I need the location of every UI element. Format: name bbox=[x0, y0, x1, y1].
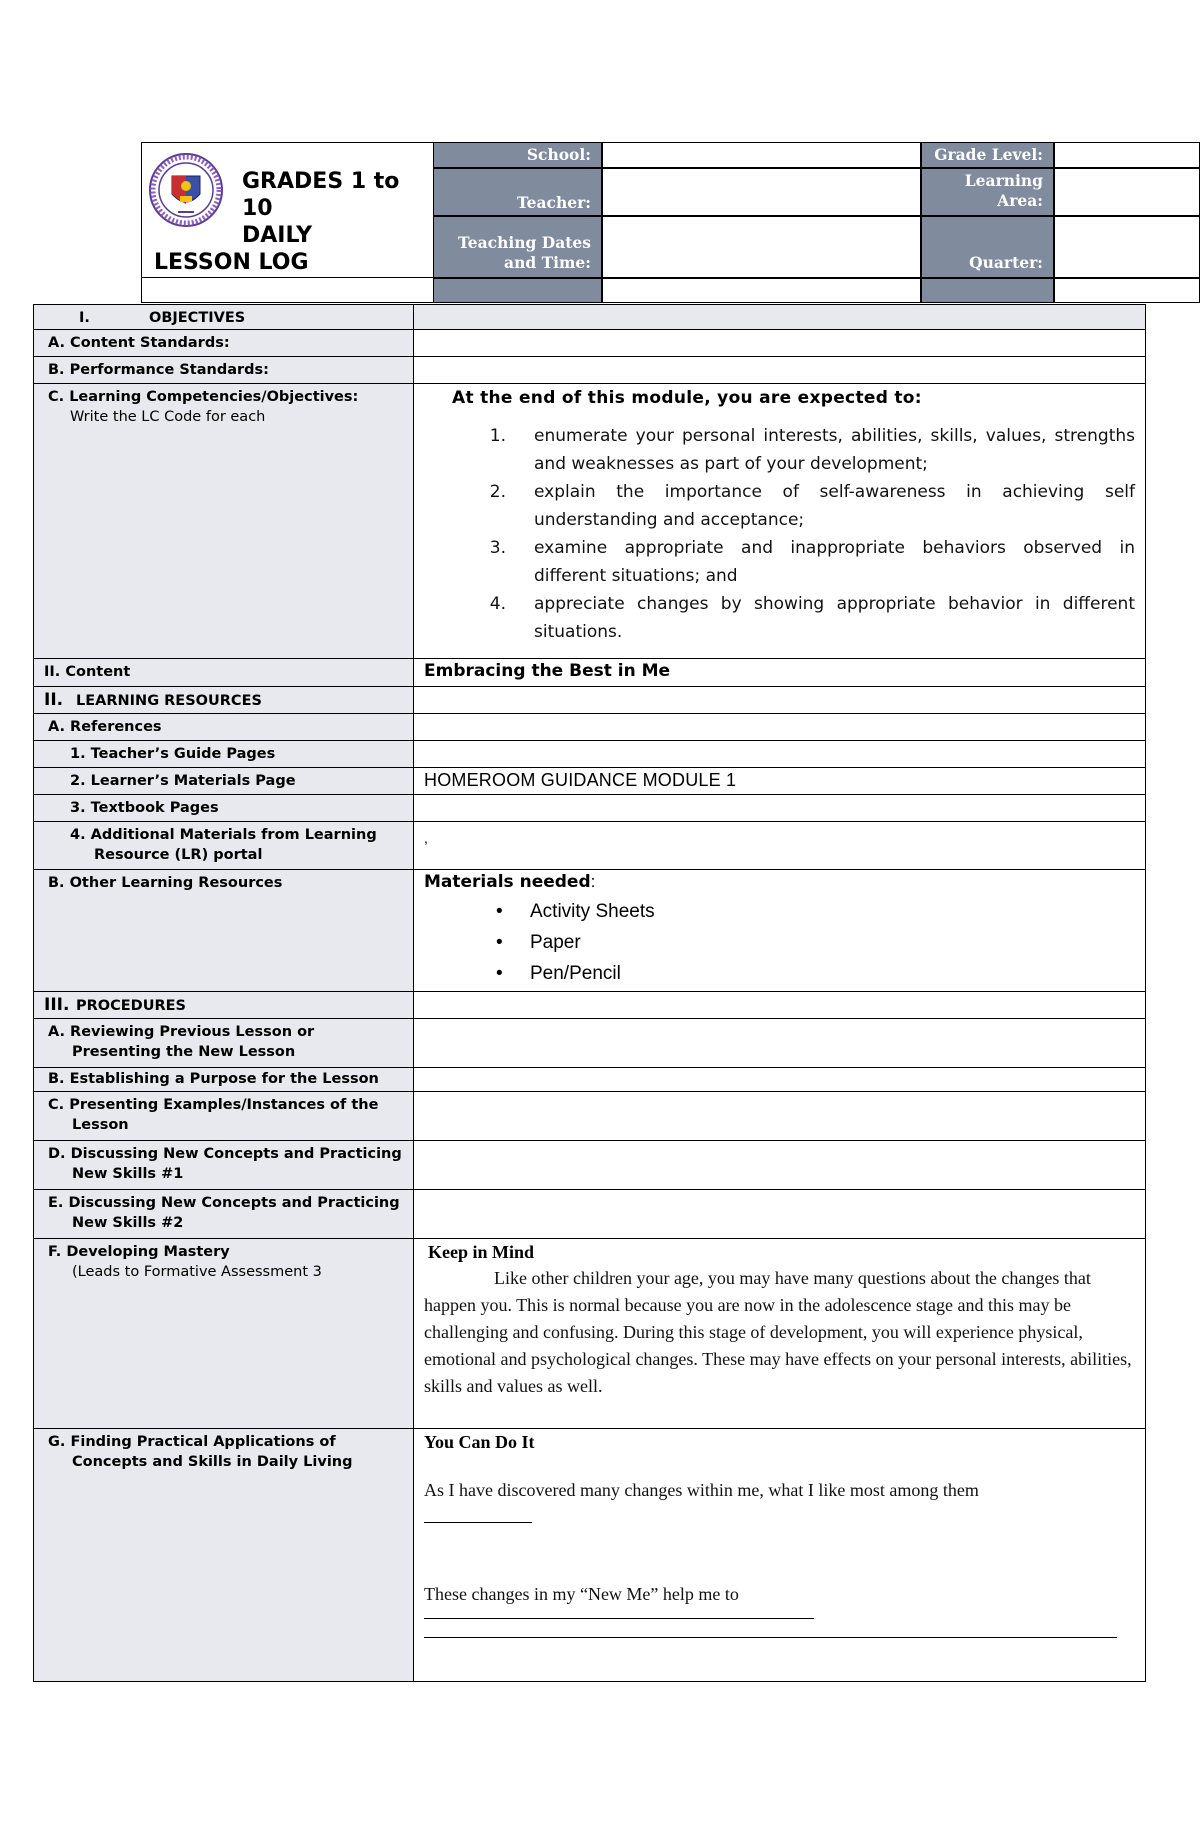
learning-area-field[interactable] bbox=[1054, 168, 1200, 216]
objective-number: 1. bbox=[489, 426, 506, 446]
keep-in-mind-content bbox=[414, 1239, 1145, 1428]
lesson-log-table bbox=[33, 304, 1146, 1682]
learners-materials-cell bbox=[34, 768, 414, 794]
table-row bbox=[33, 330, 1146, 357]
table-row bbox=[33, 822, 1146, 870]
learners-materials-field[interactable] bbox=[414, 768, 1145, 794]
materials-colon: : bbox=[590, 872, 596, 891]
list-item bbox=[424, 478, 1135, 534]
header-spacer-label bbox=[433, 278, 602, 303]
proc-c-cell bbox=[34, 1092, 414, 1140]
competencies-note: Write the LC Code for each bbox=[70, 409, 266, 425]
header-spacer-field bbox=[602, 278, 921, 303]
learning-resources-number: II. bbox=[44, 690, 64, 710]
table-row bbox=[33, 304, 1146, 330]
proc-g-cell bbox=[34, 1429, 414, 1681]
header-logo-cell bbox=[141, 142, 433, 278]
list-item bbox=[424, 958, 1135, 989]
learning-resources-heading bbox=[34, 687, 414, 713]
table-row bbox=[33, 357, 1146, 384]
references-label: A. References bbox=[34, 714, 414, 740]
title-line-2: DAILY bbox=[242, 223, 312, 248]
table-row bbox=[33, 687, 1146, 714]
answer-blank-3[interactable] bbox=[424, 1619, 1117, 1638]
table-row bbox=[33, 1190, 1146, 1239]
proc-g-label-2: Concepts and Skills in Daily Living bbox=[72, 1454, 353, 1470]
quarter-label: Quarter: bbox=[921, 216, 1054, 278]
keep-in-mind-body: Like other children your age, you may have many questions about the changes that happen you. This is normal because you are now in the adolescence stage and this may be challenging and confusing. During this stage of development, you will experience physical, emotional and psychological changes. These may have effects on your personal interests, abilities, skills and values as well. bbox=[424, 1268, 1132, 1396]
objective-number: 2. bbox=[489, 482, 506, 502]
teaching-dates-field[interactable] bbox=[602, 216, 921, 278]
lesson-log-header bbox=[141, 142, 1200, 303]
procedures-heading bbox=[34, 992, 414, 1018]
table-row bbox=[33, 870, 1146, 992]
proc-c-field[interactable] bbox=[414, 1092, 1145, 1140]
learning-area-label: Learning Area: bbox=[921, 168, 1054, 216]
objectives-intro: At the end of this module, you are expected to: bbox=[452, 388, 922, 408]
proc-a-label-2: Presenting the New Lesson bbox=[72, 1044, 296, 1060]
header-spacer-field-2 bbox=[1054, 278, 1200, 303]
additional-materials-label-2: Resource (LR) portal bbox=[94, 847, 263, 863]
table-row bbox=[33, 1239, 1146, 1429]
materials-list bbox=[424, 896, 1135, 989]
grade-level-field[interactable] bbox=[1054, 142, 1200, 168]
performance-standards-label: B. Performance Standards: bbox=[34, 357, 414, 383]
title-line-3: LESSON LOG bbox=[154, 250, 309, 275]
table-row bbox=[33, 1141, 1146, 1190]
proc-c-label-2: Lesson bbox=[72, 1117, 129, 1133]
procedures-value bbox=[414, 992, 1145, 1018]
table-row bbox=[33, 1068, 1146, 1092]
proc-e-cell bbox=[34, 1190, 414, 1238]
objective-text: enumerate your personal interests, abilities, skills, values, strengths and weaknesses as part of your development; bbox=[534, 426, 1135, 474]
teachers-guide-label: 1. Teacher’s Guide Pages bbox=[70, 746, 276, 762]
title-line-1: GRADES 1 to 10 bbox=[242, 169, 400, 221]
proc-e-label: E. Discussing New Concepts and Practicing bbox=[48, 1195, 400, 1211]
references-value bbox=[414, 714, 1145, 740]
proc-e-field[interactable] bbox=[414, 1190, 1145, 1238]
quarter-field[interactable] bbox=[1054, 216, 1200, 278]
table-row bbox=[33, 992, 1146, 1019]
content-title-text: Embracing the Best in Me bbox=[424, 661, 671, 681]
textbook-field[interactable] bbox=[414, 795, 1145, 821]
proc-d-label: D. Discussing New Concepts and Practicing bbox=[48, 1146, 402, 1162]
content-standards-field[interactable] bbox=[414, 330, 1145, 356]
objectives-list bbox=[424, 422, 1135, 646]
you-can-do-it-title: You Can Do It bbox=[424, 1432, 535, 1452]
teacher-label: Teacher: bbox=[433, 168, 602, 216]
additional-materials-field[interactable] bbox=[414, 822, 1145, 869]
list-item bbox=[424, 590, 1135, 646]
objective-text: appreciate changes by showing appropriate behavior in different situations. bbox=[534, 594, 1135, 642]
objectives-number: I. bbox=[79, 310, 90, 326]
materials-heading bbox=[424, 872, 1135, 892]
procedures-label: PROCEDURES bbox=[76, 998, 186, 1014]
textbook-cell bbox=[34, 795, 414, 821]
bullet-icon: • bbox=[496, 901, 503, 922]
table-row bbox=[33, 659, 1146, 687]
proc-d-cell bbox=[34, 1141, 414, 1189]
proc-d-label-2: New Skills #1 bbox=[72, 1166, 184, 1182]
proc-f-label-2: (Leads to Formative Assessment 3 bbox=[72, 1264, 322, 1280]
content-label: II. Content bbox=[34, 659, 414, 686]
proc-a-cell bbox=[34, 1019, 414, 1067]
table-row bbox=[33, 795, 1146, 822]
material-item: Pen/Pencil bbox=[530, 963, 621, 984]
objectives-content bbox=[414, 384, 1145, 658]
table-row bbox=[33, 1429, 1146, 1682]
proc-a-label: A. Reviewing Previous Lesson or bbox=[48, 1024, 315, 1040]
content-title bbox=[414, 659, 1145, 686]
objective-text: explain the importance of self-awareness in achieving self understanding and acceptance; bbox=[534, 482, 1135, 530]
answer-blank-2[interactable] bbox=[424, 1608, 814, 1619]
material-item: Paper bbox=[530, 932, 581, 953]
lesson-log-title bbox=[154, 168, 433, 276]
you-can-do-it-prompt-1 bbox=[424, 1477, 1064, 1531]
table-row bbox=[33, 384, 1146, 659]
header-spacer-label-2 bbox=[921, 278, 1054, 303]
keep-in-mind-title: Keep in Mind bbox=[428, 1242, 535, 1262]
prompt-1-text: As I have discovered many changes within me, what I like most among them bbox=[424, 1480, 979, 1500]
proc-b-field[interactable] bbox=[414, 1068, 1145, 1091]
bullet-icon: • bbox=[496, 963, 503, 984]
teaching-dates-label: Teaching Dates and Time: bbox=[433, 216, 602, 278]
objective-text: examine appropriate and inappropriate behaviors observed in different situations; and bbox=[534, 538, 1135, 586]
competencies-label: C. Learning Competencies/Objectives: bbox=[48, 389, 359, 405]
material-item: Activity Sheets bbox=[530, 901, 655, 922]
school-label: School: bbox=[433, 142, 602, 168]
competencies-cell bbox=[34, 384, 414, 658]
proc-d-field[interactable] bbox=[414, 1141, 1145, 1189]
answer-blank-1[interactable] bbox=[424, 1522, 532, 1523]
prompt-2-text: These changes in my “New Me” help me to bbox=[424, 1584, 739, 1604]
teacher-field[interactable] bbox=[602, 168, 921, 216]
school-field[interactable] bbox=[602, 142, 921, 168]
table-row bbox=[33, 768, 1146, 795]
you-can-do-it-prompt-2 bbox=[424, 1581, 1135, 1608]
materials-heading-text: Materials needed bbox=[424, 872, 591, 892]
proc-g-label: G. Finding Practical Applications of bbox=[48, 1434, 336, 1450]
grade-level-label: Grade Level: bbox=[921, 142, 1054, 168]
list-item bbox=[424, 896, 1135, 927]
teachers-guide-field[interactable] bbox=[414, 741, 1145, 767]
procedures-number: III. bbox=[44, 995, 70, 1015]
list-item bbox=[424, 422, 1135, 478]
header-logo-footer-cell bbox=[141, 278, 433, 303]
learners-materials-label: 2. Learner’s Materials Page bbox=[70, 773, 296, 789]
objectives-label: OBJECTIVES bbox=[149, 310, 246, 326]
objective-number: 3. bbox=[489, 538, 506, 558]
table-row bbox=[33, 1019, 1146, 1068]
header-info-grid bbox=[433, 142, 1200, 303]
objective-number: 4. bbox=[489, 594, 506, 614]
list-item bbox=[424, 927, 1135, 958]
proc-e-label-2: New Skills #2 bbox=[72, 1215, 184, 1231]
proc-f-label: F. Developing Mastery bbox=[48, 1244, 230, 1260]
objectives-value bbox=[414, 305, 1145, 329]
proc-f-cell bbox=[34, 1239, 414, 1428]
learning-resources-value bbox=[414, 687, 1145, 713]
proc-a-field[interactable] bbox=[414, 1019, 1145, 1067]
performance-standards-field[interactable] bbox=[414, 357, 1145, 383]
objectives-heading bbox=[34, 305, 414, 329]
textbook-label: 3. Textbook Pages bbox=[70, 800, 219, 816]
proc-b-label: B. Establishing a Purpose for the Lesson bbox=[34, 1068, 414, 1091]
table-row bbox=[33, 741, 1146, 768]
additional-materials-value: , bbox=[424, 830, 429, 846]
other-resources-content bbox=[414, 870, 1145, 991]
proc-c-label: C. Presenting Examples/Instances of the bbox=[48, 1097, 379, 1113]
you-can-do-it-content bbox=[414, 1429, 1145, 1681]
other-resources-label: B. Other Learning Resources bbox=[34, 870, 414, 991]
additional-materials-cell bbox=[34, 822, 414, 869]
table-row bbox=[33, 714, 1146, 741]
additional-materials-label: 4. Additional Materials from Learning bbox=[70, 827, 377, 843]
list-item bbox=[424, 534, 1135, 590]
deped-seal-icon bbox=[148, 152, 224, 228]
table-row bbox=[33, 1092, 1146, 1141]
teachers-guide-cell bbox=[34, 741, 414, 767]
learning-resources-label: LEARNING RESOURCES bbox=[76, 693, 262, 709]
bullet-icon: • bbox=[496, 932, 503, 953]
content-standards-label: A. Content Standards: bbox=[34, 330, 414, 356]
learners-materials-value: HOMEROOM GUIDANCE MODULE 1 bbox=[424, 770, 737, 790]
